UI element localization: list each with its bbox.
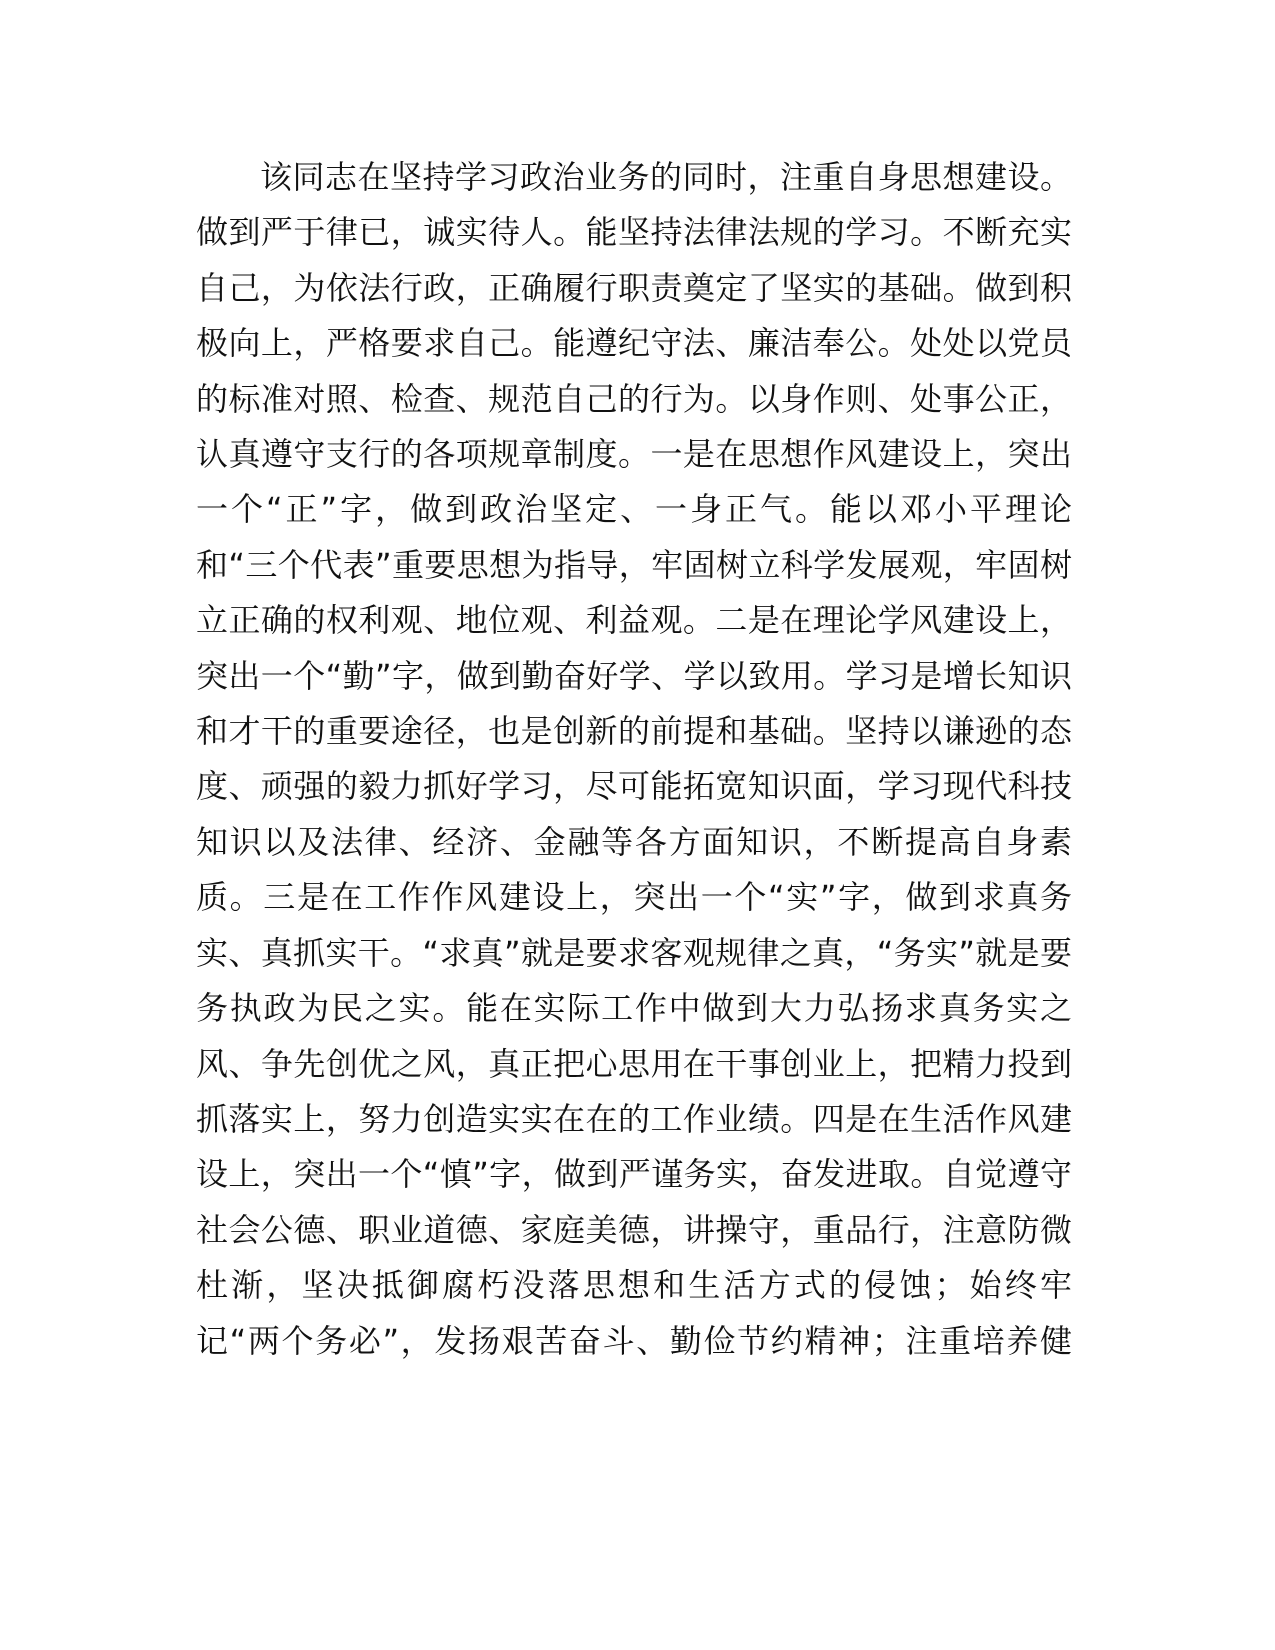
body-paragraph: 该同志在坚持学习政治业务的同时，注重自身思想建设。做到严于律已，诚实待人。能坚持法律法规的学习。不断充实自己，为依法行政，正确履行职责奠定了坚实的基础。做到积极向上，严格要求自己。能遵纪守法、廉洁奉公。处处以党员的标准对照、检查、规范自己的行为。以身作则、处事公正，认真遵守支行的各项规章制度。一是在思想作风建设上，突出一个“正”字，做到政治坚定、一身正气。能以邓小平理论和“三个代表”重要思想为指导，牢固树立科学发展观，牢固树立正确的权利观、地位观、利益观。二是在理论学风建设上，突出一个“勤”字，做到勤奋好学、学以致用。学习是增长知识和才干的重要途径，也是创新的前提和基础。坚持以谦逊的态度、顽强的毅力抓好学习，尽可能拓宽知识面，学习现代科技知识以及法律、经济、金融等各方面知识，不断提高自身素质。三是在工作作风建设上，突出一个“实”字，做到求真务实、真抓实干。“求真”就是要求客观规律之真，“务实”就是要务执政为民之实。能在实际工作中做到大力弘扬求真务实之风、争先创优之风，真正把心思用在干事创业上，把精力投到抓落实上，努力创造实实在在的工作业绩。四是在生活作风建设上，突出一个“慎”字，做到严谨务实，奋发进取。自觉遵守社会公德、职业道德、家庭美德，讲操守，重品行，注意防微杜渐，坚决抵御腐朽没落思想和生活方式的侵蚀；始终牢记“两个务必”，发扬艰苦奋斗、勤俭节约精神；注重培养健 [196, 158, 1072, 1360]
document-page [196, 150, 1072, 1369]
